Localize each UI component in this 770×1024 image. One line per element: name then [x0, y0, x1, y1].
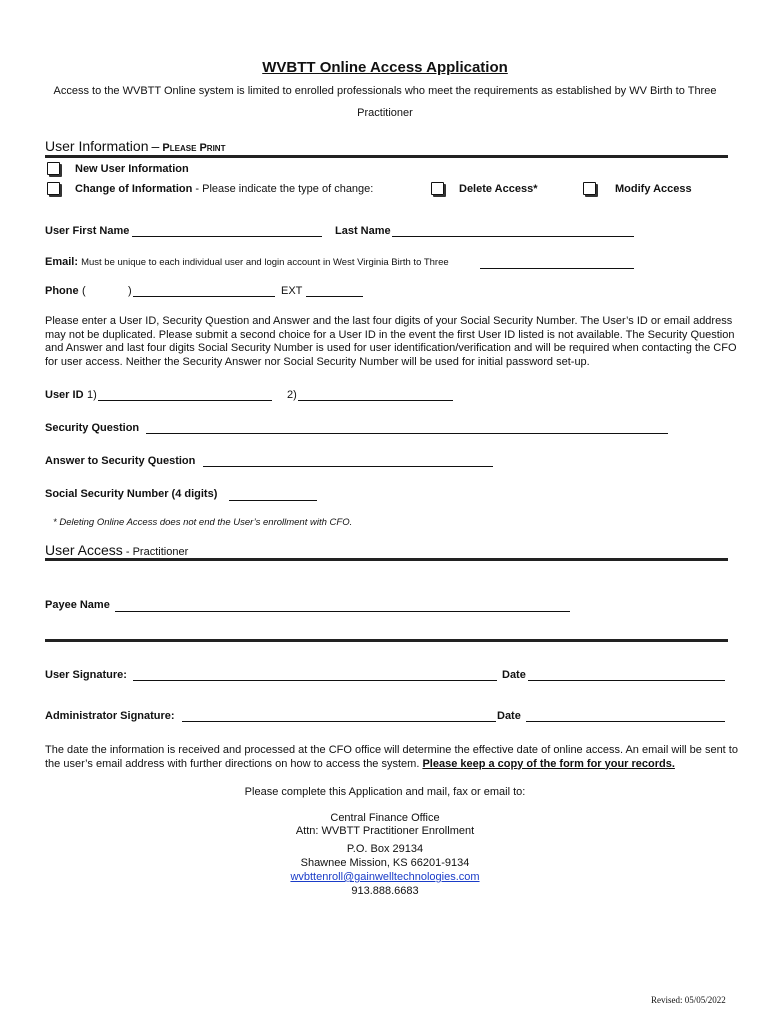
first-name-label: User First Name: [45, 225, 130, 237]
intro-line-1: Access to the WVBTT Online system is limited to enrolled professionals who meet the requirements as established by WV Birth to Three: [53, 85, 717, 97]
address-line-1: Central Finance Office: [330, 812, 440, 824]
user-information-title: User Information: [45, 138, 149, 154]
delete-footnote: * Deleting Online Access does not end the User’s enrollment with CFO.: [53, 517, 353, 528]
delete-access-checkbox[interactable]: [431, 182, 444, 195]
form-title: WVBTT Online Access Application: [262, 59, 508, 76]
revised-date: Revised: 05/05/2022: [651, 995, 726, 1005]
modify-access-checkbox[interactable]: [583, 182, 596, 195]
user-information-heading: [45, 138, 225, 154]
payee-name-label: Payee Name: [45, 599, 110, 611]
user-access-note: - Practitioner: [125, 546, 189, 558]
phone-number-field[interactable]: [133, 285, 275, 297]
user-id-label: User ID: [45, 389, 84, 401]
user-signature-label: User Signature:: [45, 669, 127, 681]
delete-access-label: Delete Access*: [459, 183, 538, 195]
change-info-checkbox[interactable]: [47, 182, 60, 195]
ssn-field[interactable]: [229, 489, 317, 501]
security-answer-field[interactable]: [203, 455, 493, 467]
cfo-phone: 913.888.6683: [351, 885, 419, 897]
security-question-label: Security Question: [45, 422, 140, 434]
email-row: [45, 256, 449, 268]
user-id-2-marker: 2): [287, 389, 297, 401]
cfo-email-link[interactable]: wvbttenroll@gainwelltechnologies.com: [290, 871, 480, 883]
user-signature-field[interactable]: [133, 669, 497, 681]
change-info-note: - Please indicate the type of change:: [195, 183, 374, 195]
new-user-checkbox[interactable]: [47, 162, 60, 175]
ext-label: EXT: [281, 285, 303, 297]
first-name-field[interactable]: [132, 225, 322, 237]
section-rule: [45, 558, 728, 561]
security-answer-label: Answer to Security Question: [45, 455, 196, 467]
heading-dash: –: [151, 138, 160, 154]
user-signature-date-label: Date: [502, 669, 526, 681]
user-id-1-field[interactable]: [98, 389, 272, 401]
address-line-2: Attn: WVBTT Practitioner Enrollment: [295, 825, 475, 837]
complete-note: Please complete this Application and mail, fax or email to:: [244, 786, 526, 798]
security-question-field[interactable]: [146, 422, 668, 434]
phone-label: Phone: [45, 285, 79, 297]
address-line-4: Shawnee Mission, KS 66201-9134: [300, 857, 470, 869]
email-label: Email:: [45, 256, 79, 268]
change-info-row: [75, 183, 373, 195]
instructions-paragraph: Please enter a User ID, Security Question and Answer and the last four digits of your Social Security Number. The User’s ID or email address may not be duplicated. Please submit a second choice for a User ID in the event the first User ID listed is not available. The Security Question and Answer and last four digits Social Security Number is used for user identification/verification and will be required when contacting the CFO for user access. Neither the Security Answer nor Social Security Number will be used for initial password set-up.: [45, 315, 737, 368]
user-signature-date-field[interactable]: [528, 669, 725, 681]
user-access-title: User Access: [45, 542, 123, 558]
user-id-2-field[interactable]: [298, 389, 453, 401]
section-rule: [45, 639, 728, 642]
phone-close-paren: ): [128, 285, 132, 297]
email-note: Must be unique to each individual user and login account in West Virginia Birth to Three: [81, 257, 449, 268]
modify-access-label: Modify Access: [615, 183, 692, 195]
admin-signature-date-label: Date: [497, 710, 521, 722]
admin-signature-date-field[interactable]: [526, 710, 725, 722]
new-user-label: New User Information: [75, 163, 189, 175]
payee-name-field[interactable]: [115, 600, 570, 612]
phone-open-paren: (: [82, 285, 86, 297]
admin-signature-field[interactable]: [182, 710, 496, 722]
last-name-label: Last Name: [335, 225, 391, 237]
intro-line-2: Practitioner: [357, 107, 413, 119]
email-link-row: [0, 871, 770, 883]
user-id-1-marker: 1): [87, 389, 97, 401]
email-field[interactable]: [480, 257, 634, 269]
processing-note-text: The date the information is received and processed at the CFO office will determine the effective date of online access. An email will be sent to the user’s email address with further directions on how to access the system.: [45, 744, 738, 770]
please-print-note: Please Print: [162, 142, 226, 154]
address-line-3: P.O. Box 29134: [346, 843, 424, 855]
last-name-field[interactable]: [392, 225, 634, 237]
change-info-label: Change of Information: [75, 183, 193, 195]
user-access-heading: [45, 542, 188, 558]
area-code-field[interactable]: [96, 285, 126, 296]
keep-copy-note: Please keep a copy of the form for your records.: [422, 757, 675, 770]
ext-field[interactable]: [306, 285, 363, 297]
admin-signature-label: Administrator Signature:: [45, 710, 175, 722]
ssn-label: Social Security Number (4 digits): [45, 488, 218, 500]
processing-note: [45, 744, 745, 771]
section-rule: [45, 155, 728, 158]
